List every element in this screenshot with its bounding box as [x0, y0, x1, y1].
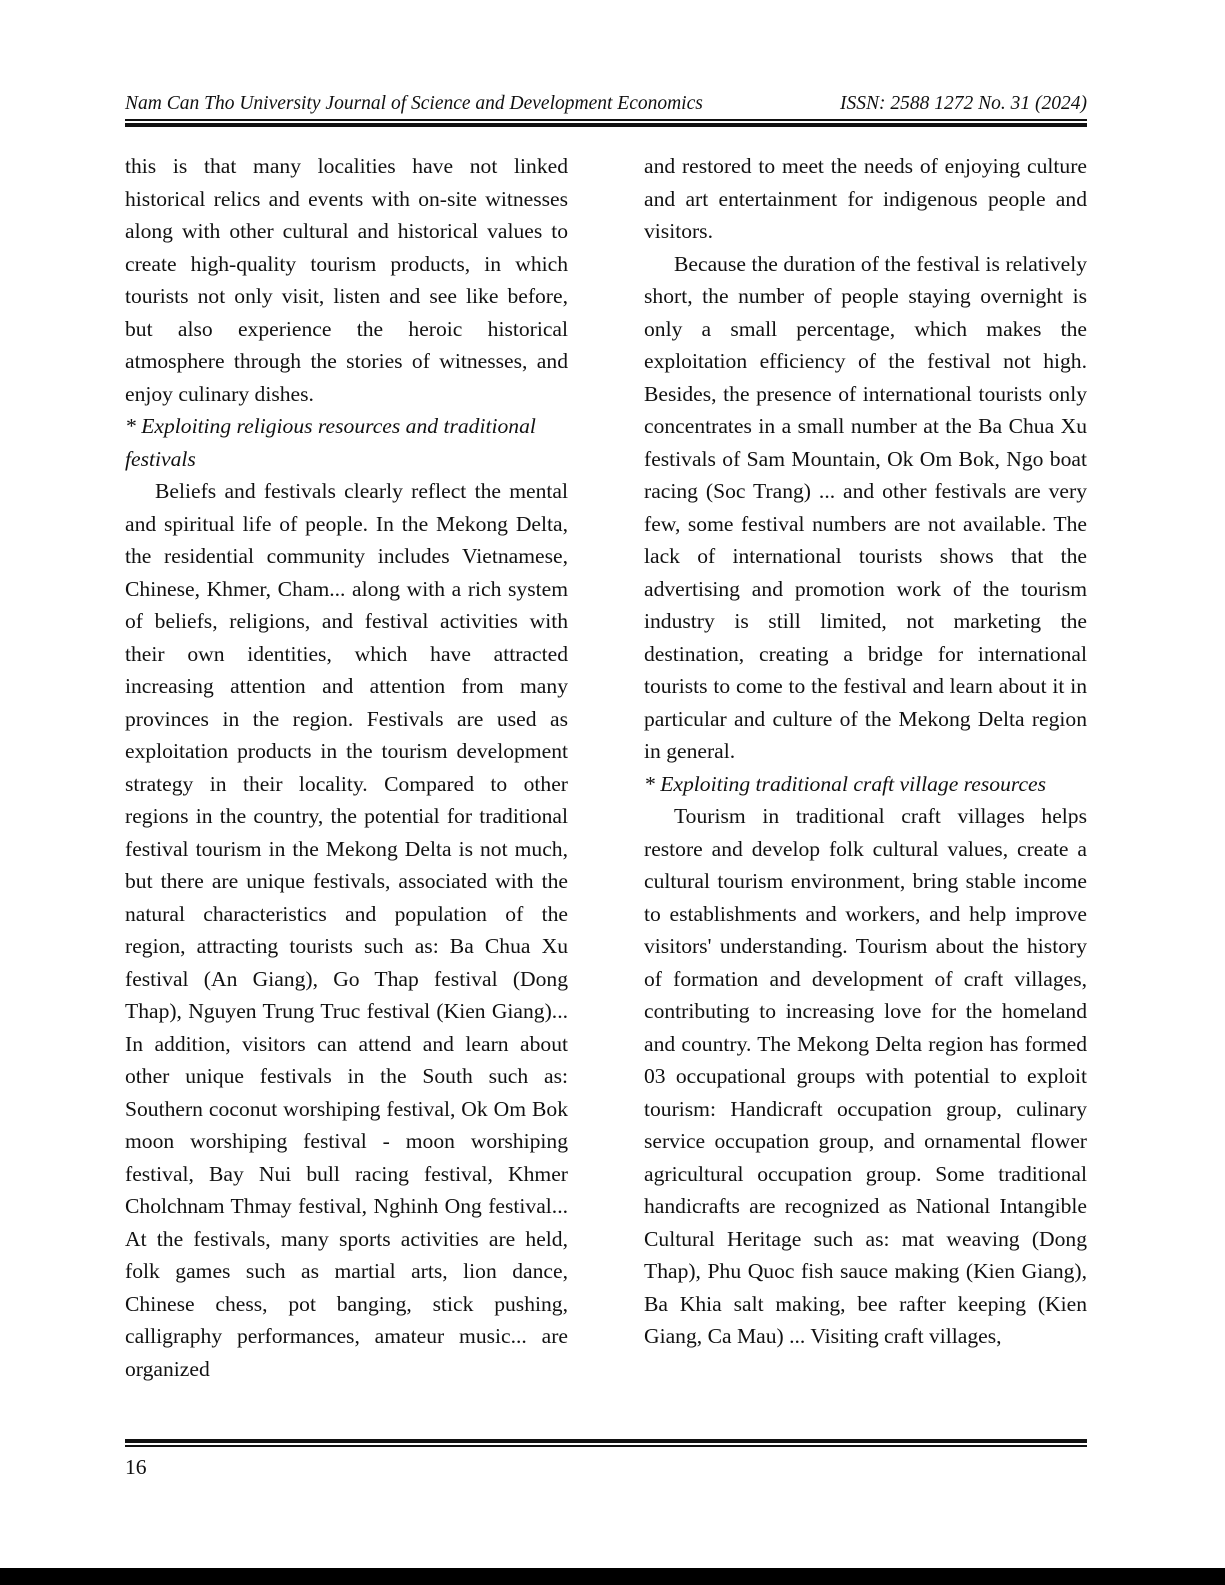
page-number: 16: [125, 1455, 147, 1479]
section-heading-religious-festivals: * Exploiting religious resources and traditional festivals: [125, 414, 536, 471]
header-rule-thick: [125, 123, 1087, 127]
footer-rule-thin: [125, 1445, 1087, 1447]
journal-title: Nam Can Tho University Journal of Science and Development Economics: [125, 93, 703, 114]
section-heading-craft-villages: * Exploiting traditional craft village resources: [644, 771, 1047, 796]
header-rule-thin: [125, 119, 1087, 121]
right-column: [644, 150, 1087, 1353]
footer-rule-thick: [125, 1439, 1087, 1443]
issn-issue: ISSN: 2588 1272 No. 31 (2024): [840, 93, 1087, 114]
left-column: [125, 150, 568, 1385]
right-paragraph-2: Because the duration of the festival is relatively short, the number of people staying overnight is only a small percentage, which makes the exploitation efficiency of the festival not high. Besides, the presence of international tourists only concentrates in a small number at the Ba Chua Xu festivals of Sam Mountain, Ok Om Bok, Ngo boat racing (Soc Trang) ... and other festivals are very few, some festival numbers are not available. The lack of international tourists shows that the advertising and promotion work of the tourism industry is still limited, not marketing the destination, creating a bridge for international tourists to come to the festival and learn about it in particular and culture of the Mekong Delta region in general.: [644, 251, 1087, 763]
right-paragraph-1: and restored to meet the needs of enjoying culture and art entertainment for indigenous people and visitors.: [644, 154, 1087, 243]
left-paragraph-2: Beliefs and festivals clearly reflect the mental and spiritual life of people. In the Mekong Delta, the residential community includes Vietnamese, Chinese, Khmer, Cham... along with a rich system of beliefs, religions, and festival activities with their own identities, which have attracted increasing attention and attention from many provinces in the region. Festivals are used as exploitation products in the tourism development strategy in their locality. Compared to other regions in the country, the potential for traditional festival tourism in the Mekong Delta is not much, but there are unique festivals, associated with the natural characteristics and population of the region, attracting tourists such as: Ba Chua Xu festival (An Giang), Go Thap festival (Dong Thap), Nguyen Trung Truc festival (Kien Giang)... In addition, visitors can attend and learn about other unique festivals in the South such as: Southern coconut worshiping festival, Ok Om Bok moon worshiping festival - moon worshiping festival, Bay Nui bull racing festival, Khmer Cholchnam Thmay festival, Nghinh Ong festival... At the festivals, many sports activities are held, folk games such as martial arts, lion dance, Chinese chess, pot banging, stick pushing, calligraphy performances, amateur music... are organized: [125, 479, 568, 1381]
running-header: [125, 90, 1087, 118]
left-paragraph-1: this is that many localities have not linked historical relics and events with on-site witnesses along with other cultural and historical values to create high-quality tourism products, in which tourists not only visit, listen and see like before, but also experience the heroic historical atmosphere through the stories of witnesses, and enjoy culinary dishes.: [125, 154, 568, 406]
right-paragraph-3: Tourism in traditional craft villages helps restore and develop folk cultural values, create a cultural tourism environment, bring stable income to establishments and workers, and help improve visitors' understanding. Tourism about the history of formation and development of craft villages, contributing to increasing love for the homeland and country. The Mekong Delta region has formed 03 occupational groups with potential to exploit tourism: Handicraft occupation group, culinary service occupation group, and ornamental flower agricultural occupation group. Some traditional handicrafts are recognized as National Intangible Cultural Heritage such as: mat weaving (Dong Thap), Phu Quoc fish sauce making (Kien Giang), Ba Khia salt making, bee rafter keeping (Kien Giang, Ca Mau) ... Visiting craft villages,: [644, 804, 1087, 1348]
bottom-edge-strip: [0, 1568, 1225, 1585]
